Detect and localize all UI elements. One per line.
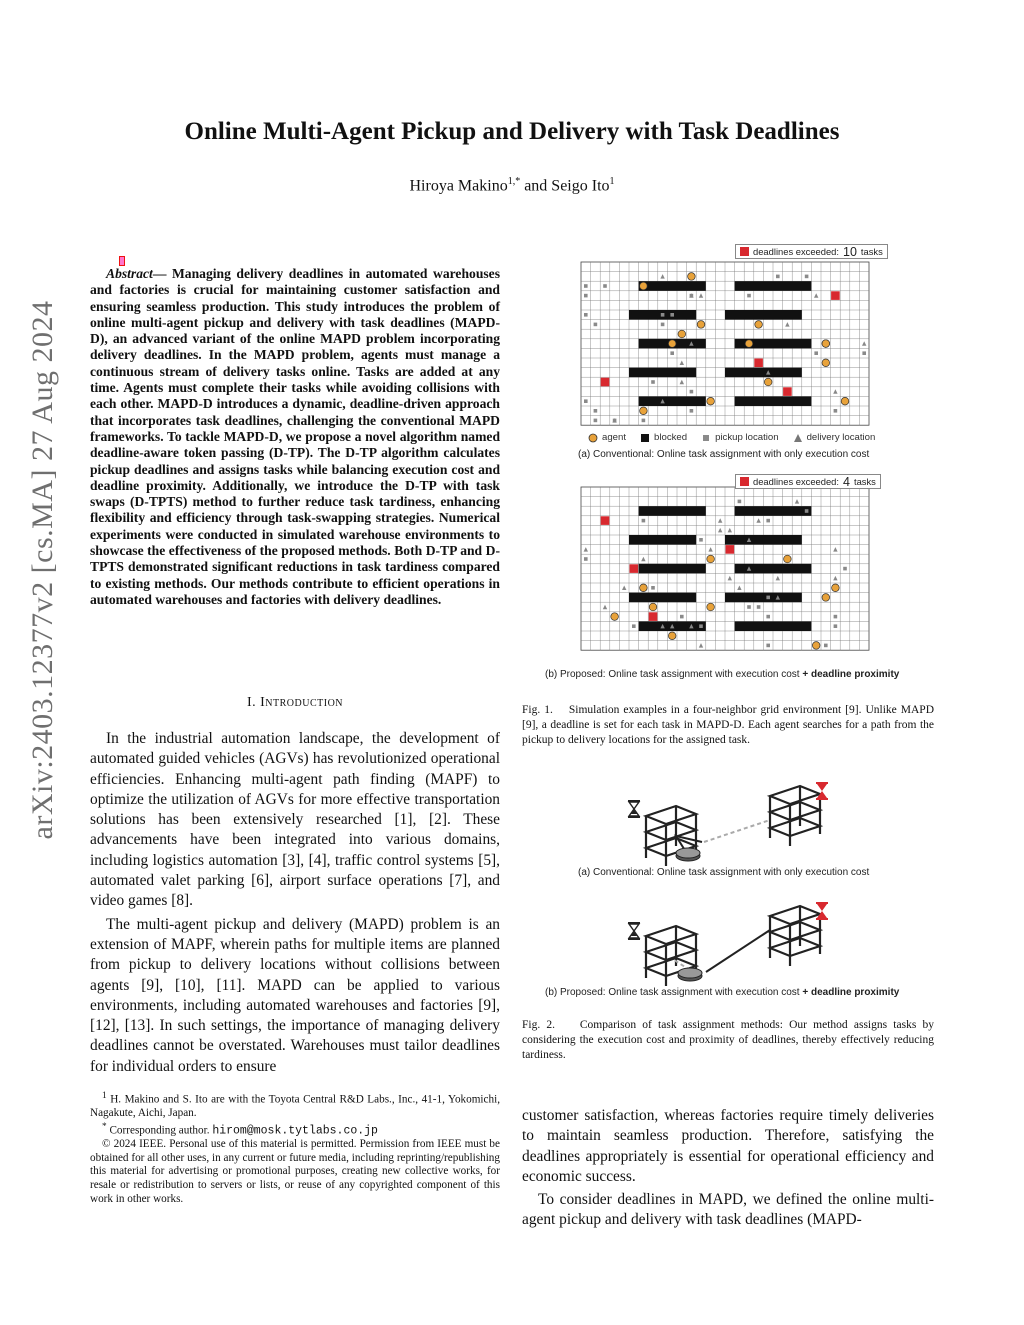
deadline-exceeded-cell bbox=[783, 387, 792, 396]
pickup-location bbox=[862, 351, 866, 355]
agent bbox=[707, 397, 715, 405]
pickup-location bbox=[834, 409, 838, 413]
hourglass-icon bbox=[628, 922, 640, 940]
pickup-location bbox=[584, 557, 588, 561]
pickup-location bbox=[632, 624, 636, 628]
pickup-location bbox=[766, 615, 770, 619]
blocked-shelf bbox=[629, 593, 696, 603]
agent bbox=[640, 584, 648, 592]
pickup-location bbox=[805, 509, 809, 513]
blocked-shelf bbox=[725, 593, 802, 603]
legend-blocked: blocked bbox=[640, 432, 687, 443]
agent bbox=[755, 321, 763, 329]
pickup-location bbox=[670, 313, 674, 317]
pickup-location bbox=[680, 615, 684, 619]
blocked-shelf bbox=[629, 368, 696, 378]
agent bbox=[649, 603, 657, 611]
pickup-location bbox=[757, 605, 761, 609]
deadline-exceeded-cell bbox=[754, 359, 763, 368]
pickup-location bbox=[594, 323, 598, 327]
footnotes: $^1$ H. Makino and S. Ito are with the Toyota Central R&D Labs., Inc., 41-1, Yokomichi, Nagakute, Aichi, Japan. * Corresponding author. hirom@mosk.tytlabs.co.jp © 2024 IEEE. Personal use of this material is permitted. Permission from IEEE must be obtained for all other uses, in any current or future media, including reprinting/republishing this material for advertising or promotional purposes, creating new collective works, for resale or redistribution to servers or lists, or reuse of any copyrighted component of this work in other works. bbox=[90, 1091, 500, 1205]
paragraph: To consider deadlines in MAPD, we defined the online multi-agent pickup and delivery with task deadlines (MAPD- bbox=[522, 1191, 934, 1229]
pickup-location bbox=[738, 500, 742, 504]
agent bbox=[640, 282, 648, 290]
deadline-badge-a: deadlines exceeded: 10 tasks bbox=[735, 244, 888, 259]
blocked-shelf bbox=[735, 506, 812, 516]
agv-robot-icon bbox=[678, 968, 702, 981]
paragraph: In the industrial automation landscape, the development of automated guided vehicles (AGVs) has revolutionized operational efficiencies. Enhancing multi-agent path finding (MAPF) to optimize the utilization of AGVs for more effective transportation solutions has been extensively researched [1], [2]. These advancements have been integrated into various domains, including logistics automation [3], [4], traffic control systems [5], automated valet parking [6], airport surface operations [7], and video games [8]. bbox=[90, 730, 500, 910]
deadline-exceeded-cell bbox=[831, 291, 840, 300]
pickup-location bbox=[584, 313, 588, 317]
deadline-exceeded-cell bbox=[726, 545, 735, 554]
introduction-text bbox=[90, 729, 500, 1080]
pickup-location bbox=[766, 644, 770, 648]
blocked-shelf bbox=[735, 621, 812, 631]
agent bbox=[611, 613, 619, 621]
pickup-location bbox=[690, 390, 694, 394]
pickup-location bbox=[766, 596, 770, 600]
legend-delivery: delivery location bbox=[793, 432, 876, 443]
pickup-location bbox=[766, 519, 770, 523]
blocked-shelf bbox=[735, 564, 812, 574]
fig2-subcaption-b: (b) Proposed: Online task assignment with execution cost + deadline proximity bbox=[545, 987, 900, 998]
blocked-shelf bbox=[639, 506, 706, 516]
arxiv-sidebar-id: arXiv:2403.12377v2 [cs.MA] 27 Aug 2024 bbox=[26, 300, 59, 840]
fig1-caption: Fig. 1. Simulation examples in a four-neighbor grid environment [9]. Unlike MAPD [9], a deadline is set for each task in MAPD-D. Each agent searches for a path from the pickup to delivery locations for the assigned task. bbox=[522, 704, 935, 746]
agent bbox=[745, 340, 753, 348]
agent bbox=[678, 330, 686, 338]
pickup-location bbox=[651, 586, 655, 590]
shelf-right bbox=[770, 906, 820, 966]
pickup-location bbox=[661, 323, 665, 327]
path-arrow bbox=[706, 930, 770, 972]
fig1-subcaption-b: (b) Proposed: Online task assignment with execution cost + deadline proximity bbox=[545, 669, 900, 680]
agent bbox=[841, 397, 849, 405]
fig2-subcaption-a: (a) Conventional: Online task assignment with only execution cost bbox=[578, 867, 870, 878]
pickup-location bbox=[805, 275, 809, 279]
agent bbox=[707, 555, 715, 563]
pickup-location bbox=[690, 294, 694, 298]
fig2-caption: Fig. 2. Comparison of task assignment methods: Our method assigns tasks by considering the execution cost and proximity of deadlines, thereby effectively reducing tardiness. bbox=[522, 1019, 935, 1061]
red-square-icon bbox=[740, 477, 749, 486]
pickup-location bbox=[651, 380, 655, 384]
dashed-arrow bbox=[704, 820, 770, 842]
agent bbox=[822, 340, 830, 348]
pickup-location bbox=[834, 624, 838, 628]
pickup-location bbox=[699, 538, 703, 542]
agent bbox=[688, 273, 696, 281]
pickup-location bbox=[642, 519, 646, 523]
deadline-exceeded-cell bbox=[630, 564, 639, 573]
agv-robot-icon bbox=[676, 848, 700, 861]
red-square-icon bbox=[740, 247, 749, 256]
deadline-badge-b: deadlines exceeded: 4 tasks bbox=[735, 474, 881, 489]
agent bbox=[764, 378, 772, 386]
agent bbox=[822, 594, 830, 602]
paragraph: customer satisfaction, whereas factories require timely deliveries to maintain seamless production. Therefore, satisfying the deadlines appropriately is essential for operational efficiency and economic success. bbox=[522, 1107, 934, 1185]
paper-title: Online Multi-Agent Pickup and Delivery with Task Deadlines bbox=[184, 118, 840, 145]
blocked-shelf bbox=[725, 368, 802, 378]
blocked-shelf bbox=[639, 564, 706, 574]
agent bbox=[640, 407, 648, 415]
right-column-text bbox=[522, 1106, 934, 1234]
fig2b-illustration bbox=[620, 900, 840, 988]
agent bbox=[668, 632, 676, 640]
legend-pickup: pickup location bbox=[701, 432, 778, 443]
pickup-location bbox=[699, 624, 703, 628]
pickup-location bbox=[642, 419, 646, 423]
deadline-exceeded-cell bbox=[601, 378, 610, 387]
fig1b-grid bbox=[578, 473, 878, 663]
pickup-location bbox=[584, 284, 588, 288]
hourglass-red-icon bbox=[816, 782, 828, 800]
blocked-shelf bbox=[639, 281, 706, 291]
fig2a-illustration bbox=[620, 780, 840, 868]
blocked-shelf bbox=[725, 535, 802, 545]
agent bbox=[822, 359, 830, 367]
blocked-shelf bbox=[735, 396, 812, 406]
annotation-marker bbox=[119, 256, 125, 266]
pickup-location bbox=[747, 605, 751, 609]
blocked-shelf bbox=[725, 310, 802, 320]
pickup-location bbox=[603, 284, 607, 288]
paragraph: The multi-agent pickup and delivery (MAPD) problem is an extension of MAPF, wherein paths for multiple items are planned from pickup to delivery locations without collisions between agents [9], [10], [11]. MAPD can be applied to various environments, including automated warehouses and factories [9], [12], [13]. In such settings, the importance of managing delivery deadlines cannot be overstated. Warehouses must tailor deadlines for individual orders to ensure bbox=[90, 915, 500, 1075]
pickup-location bbox=[584, 294, 588, 298]
fig1-subcaption-a: (a) Conventional: Online task assignment with only execution cost bbox=[578, 449, 870, 460]
agent bbox=[784, 555, 792, 563]
fig1a-grid bbox=[578, 243, 878, 443]
agent bbox=[668, 340, 676, 348]
agent bbox=[832, 584, 840, 592]
pickup-location bbox=[690, 409, 694, 413]
section-heading-introduction: I. Introduction bbox=[246, 695, 344, 710]
authors: Hiroya Makino$^{1,*}$ and Seigo Ito$^1$ bbox=[409, 176, 615, 195]
pickup-location bbox=[584, 399, 588, 403]
pickup-location bbox=[814, 351, 818, 355]
pickup-location bbox=[776, 275, 780, 279]
shelf-right bbox=[770, 786, 820, 846]
pickup-location bbox=[670, 351, 674, 355]
deadline-exceeded-cell bbox=[601, 516, 610, 525]
hourglass-icon bbox=[628, 800, 640, 818]
abstract: Abstract— Managing delivery deadlines in automated warehouses and factories is crucial for maintaining customer satisfaction and ensuring seamless production. This study introduces the problem of online multi-agent pickup and delivery with task deadlines (MAPD-D), an advanced variant of the online MAPD problem incorporating delivery deadlines. In the MAPD problem, agents must manage a continuous stream of delivery tasks online. Tasks are added at any time. Agents must complete their tasks while avoiding collisions with each other. MAPD-D introduces a dynamic, deadline-driven approach that incorporates task deadlines, challenging the conventional MAPD frameworks. To tackle MAPD-D, we propose a novel algorithm named deadline-aware token passing (D-TP). The D-TP algorithm calculates pickup deadlines and assigns tasks while balancing execution cost and deadline proximity. Additionally, we introduce the D-TP with task swaps (D-TPTS) method to further reduce task tardiness, enhancing flexibility and efficiency through task-swapping strategies. Numerical experiments were conducted in simulated warehouse environments to showcase the effectiveness of the proposed methods. Both D-TP and D-TPTS demonstrated significant reductions in task tardiness compared to existing methods. Our methods contribute to efficient operations in automated warehouses and factories with delivery deadlines. bbox=[90, 266, 500, 607]
pickup-location bbox=[594, 409, 598, 413]
pickup-location bbox=[661, 313, 665, 317]
hourglass-red-icon bbox=[816, 902, 828, 920]
fig1-legend bbox=[588, 432, 908, 443]
pickup-location bbox=[747, 294, 751, 298]
pickup-location bbox=[594, 419, 598, 423]
pickup-location bbox=[843, 567, 847, 571]
blocked-shelf bbox=[629, 535, 696, 545]
legend-agent: agent bbox=[588, 432, 626, 443]
pickup-location bbox=[834, 615, 838, 619]
agent bbox=[707, 603, 715, 611]
blocked-shelf bbox=[735, 281, 812, 291]
agent bbox=[812, 642, 820, 650]
deadline-exceeded-cell bbox=[649, 612, 658, 621]
blocked-shelf bbox=[639, 396, 706, 406]
pickup-location bbox=[824, 644, 828, 648]
agent bbox=[697, 321, 705, 329]
